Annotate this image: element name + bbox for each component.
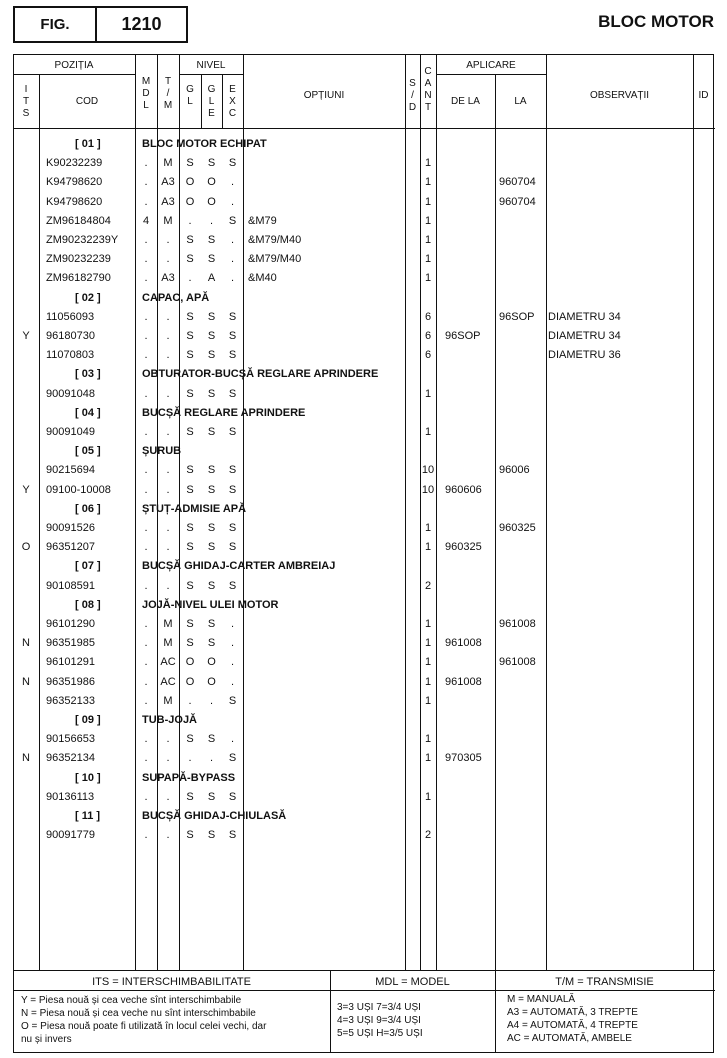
hdr-sd: S / D <box>408 78 417 113</box>
group-number: [ 11 ] <box>75 810 101 822</box>
cell-mdl: . <box>144 387 148 400</box>
cell-mdl: . <box>144 618 148 630</box>
cell-mdl: . <box>144 426 148 438</box>
group-title: TUB-JOJĂ <box>142 714 198 726</box>
legend-title-line <box>13 990 715 991</box>
cell-cod: 96351986 <box>46 675 95 688</box>
cell-tm: A3 <box>161 272 175 285</box>
cell-gle: S <box>207 733 216 746</box>
cell-cod: 90108591 <box>46 579 95 592</box>
cell-tm: . <box>166 310 170 323</box>
cell-cant: 2 <box>424 579 432 592</box>
group-title: BUCȘĂ REGLARE APRINDERE <box>142 406 306 419</box>
legend-mdl-title: MDL = MODEL <box>375 976 450 988</box>
cell-cant: 1 <box>424 637 432 650</box>
cell-cod: 09100-10008 <box>46 483 111 496</box>
group-number: [ 05 ] <box>75 445 101 458</box>
cell-gl: S <box>186 637 194 650</box>
cell-exc: S <box>228 483 237 496</box>
cell-gl: S <box>186 234 194 246</box>
cell-tm: . <box>166 387 170 400</box>
cell-cant: 6 <box>424 310 432 323</box>
cell-exc: S <box>228 387 237 400</box>
cell-cod: K94798620 <box>46 195 103 208</box>
cell-dela: 961008 <box>445 637 482 650</box>
cell-gle: S <box>207 330 216 342</box>
group-number: [ 03 ] <box>75 368 101 381</box>
group-title: BLOC MOTOR ECHIPAT <box>142 138 267 150</box>
header-bottom-line <box>13 128 715 129</box>
cell-mdl: . <box>144 694 148 707</box>
cell-dela: 961008 <box>445 675 482 688</box>
cell-gle: S <box>207 790 216 803</box>
legend-its-line: nu și invers <box>21 1034 72 1045</box>
cell-mdl: . <box>144 522 148 534</box>
cell-exc: . <box>230 656 235 669</box>
cell-obs: DIAMETRU 34 <box>548 330 621 342</box>
cell-cant: 1 <box>424 694 432 707</box>
group-title: ȘURUB <box>142 445 182 458</box>
cell-cod: 11056093 <box>46 310 95 323</box>
cell-cod: ZM90232239 <box>46 253 111 266</box>
cell-la: 961008 <box>499 618 536 630</box>
cell-its: Y <box>22 330 30 342</box>
cell-cant: 1 <box>424 675 432 688</box>
cell-la: 961008 <box>499 656 536 669</box>
cell-mdl: . <box>144 541 148 554</box>
hdr-tm: T / M <box>163 76 173 111</box>
cell-tm: . <box>166 541 170 554</box>
cell-gl: S <box>186 829 194 842</box>
figure-label: FIG. <box>40 16 70 33</box>
cell-tm: A3 <box>161 195 175 208</box>
cell-cod: K90232239 <box>46 157 103 170</box>
cell-dela: 970305 <box>445 752 482 765</box>
cell-cod: 96101291 <box>46 656 95 669</box>
cell-cod: 96351207 <box>46 541 95 554</box>
hdr-cant: C A N T <box>424 66 432 113</box>
group-title: JOJĂ-NIVEL ULEI MOTOR <box>142 598 279 611</box>
group-number: [ 02 ] <box>75 291 101 304</box>
cell-cod: 90091779 <box>46 829 95 842</box>
cell-cod: 96180730 <box>46 330 95 342</box>
cell-gle: S <box>207 464 216 477</box>
cell-gl: S <box>186 464 194 477</box>
group-number: [ 07 ] <box>75 560 101 573</box>
cell-cod: 90156653 <box>46 733 95 746</box>
cell-exc: S <box>228 790 237 803</box>
cell-la: 96006 <box>499 464 530 477</box>
cell-gl: S <box>186 330 194 342</box>
hdr-id: ID <box>698 90 709 101</box>
cell-cod: 11070803 <box>46 349 95 362</box>
cell-tm: . <box>166 464 170 477</box>
cell-tm: AC <box>160 675 176 688</box>
hdr-gle: G L E <box>207 84 216 119</box>
cell-tm: A3 <box>161 176 175 189</box>
cell-mdl: . <box>144 483 148 496</box>
cell-mdl: . <box>144 675 148 688</box>
cell-exc: S <box>228 426 237 438</box>
cell-gle: S <box>207 483 216 496</box>
legend-mdl-line: 5=5 UȘI H=3/5 UȘI <box>337 1028 423 1039</box>
hdr-cod: COD <box>75 96 99 107</box>
group-title: BUCȘĂ GHIDAJ-CARTER AMBREIAJ <box>142 560 336 573</box>
cell-cant: 10 <box>421 464 435 477</box>
col-line-obs <box>693 54 694 970</box>
legend-top-line <box>13 970 715 971</box>
cell-opt: &M79 <box>248 214 277 227</box>
cell-gl: O <box>185 675 195 688</box>
cell-gle: . <box>209 752 214 765</box>
hdr-mdl: M D L <box>141 76 151 111</box>
hdr-its: I T S <box>22 84 30 119</box>
cell-tm: . <box>166 829 170 842</box>
cell-mdl: . <box>144 733 148 746</box>
group-number: [ 09 ] <box>75 714 101 726</box>
cell-cant: 6 <box>424 349 432 362</box>
cell-tm: M <box>163 214 173 227</box>
group-number: [ 01 ] <box>75 138 101 150</box>
cell-gle: S <box>207 157 216 170</box>
cell-exc: S <box>228 694 237 707</box>
cell-mdl: 4 <box>142 214 150 227</box>
cell-mdl: . <box>144 253 148 266</box>
cell-cod: 90091526 <box>46 522 95 534</box>
cell-tm: . <box>166 349 170 362</box>
cell-obs: DIAMETRU 36 <box>548 349 621 362</box>
cell-mdl: . <box>144 272 148 285</box>
cell-gl: S <box>186 157 194 170</box>
cell-gl: . <box>188 272 192 285</box>
cell-gl: S <box>186 349 194 362</box>
col-line-dela <box>495 74 496 970</box>
group-number: [ 06 ] <box>75 502 101 515</box>
hdr-exc: E X C <box>228 84 237 119</box>
cell-mdl: . <box>144 349 148 362</box>
legend-its-line: N = Piesa nouă și cea veche nu sînt interschimbabile <box>21 1008 256 1019</box>
cell-gle: S <box>207 234 216 246</box>
cell-exc: S <box>228 330 237 342</box>
cell-mdl: . <box>144 637 148 650</box>
legend-mdl-line: 3=3 UȘI 7=3/4 UȘI <box>337 1002 421 1013</box>
group-number: [ 10 ] <box>75 771 101 784</box>
cell-cod: 96101290 <box>46 618 95 630</box>
figure-box <box>13 6 188 43</box>
cell-cant: 1 <box>424 752 432 765</box>
cell-mdl: . <box>144 579 148 592</box>
cell-tm: . <box>166 234 170 246</box>
cell-gle: S <box>207 829 216 842</box>
cell-gl: S <box>186 310 194 323</box>
group-number: [ 08 ] <box>75 598 101 611</box>
hdr-gl: G L <box>186 84 194 107</box>
legend-tm-line: AC = AUTOMATĂ, AMBELE <box>507 1033 632 1044</box>
col-line-opt <box>405 54 406 970</box>
cell-exc: S <box>228 829 237 842</box>
cell-mdl: . <box>144 464 148 477</box>
cell-gle: S <box>207 349 216 362</box>
cell-exc: . <box>230 637 235 650</box>
cell-gl: S <box>186 253 194 266</box>
cell-its: Y <box>22 483 30 496</box>
cell-exc: . <box>230 618 235 630</box>
cell-cant: 1 <box>424 214 432 227</box>
cell-cod: 90215694 <box>46 464 95 477</box>
cell-gl: S <box>186 790 194 803</box>
legend-tm-line: A4 = AUTOMATĂ, 4 TREPTE <box>507 1020 638 1031</box>
cell-gl: S <box>186 387 194 400</box>
hdr-dela: DE LA <box>451 96 480 107</box>
cell-mdl: . <box>144 752 148 765</box>
cell-mdl: . <box>144 330 148 342</box>
page-title: BLOC MOTOR <box>598 12 714 31</box>
hdr-pozitia: POZIȚIA <box>54 60 94 71</box>
cell-gl: S <box>186 483 194 496</box>
cell-gle: O <box>207 656 216 669</box>
cell-gle: S <box>207 618 216 630</box>
cell-exc: S <box>228 579 237 592</box>
cell-exc: S <box>228 464 237 477</box>
cell-gle: S <box>207 579 216 592</box>
cell-gl: . <box>188 214 192 227</box>
cell-cant: 1 <box>424 176 432 189</box>
cell-mdl: . <box>144 656 148 669</box>
cell-its: N <box>22 752 30 765</box>
legend-its-line: O = Piesa nouă poate fi utilizată în locul celei vechi, dar <box>21 1021 267 1032</box>
cell-la: 960704 <box>499 176 536 189</box>
cell-gle: S <box>207 387 216 400</box>
cell-gl: S <box>186 733 194 746</box>
cell-cod: 96352134 <box>46 752 95 765</box>
cell-cant: 1 <box>424 195 432 208</box>
cell-tm: . <box>166 522 170 534</box>
hdr-observatii: OBSERVAȚII <box>589 90 650 101</box>
cell-exc: S <box>228 752 237 765</box>
cell-gle: S <box>207 426 216 438</box>
cell-exc: S <box>228 541 237 554</box>
cell-cod: 90091048 <box>46 387 95 400</box>
cell-exc: . <box>230 176 235 189</box>
cell-exc: . <box>230 253 235 266</box>
cell-gl: O <box>185 176 195 189</box>
cell-cant: 1 <box>424 387 432 400</box>
cell-la: 960704 <box>499 195 536 208</box>
cell-mdl: . <box>144 234 148 246</box>
cell-tm: . <box>166 330 170 342</box>
cell-gle: . <box>209 214 214 227</box>
cell-tm: AC <box>160 656 176 669</box>
group-number: [ 04 ] <box>75 406 101 419</box>
cell-exc: . <box>230 234 235 246</box>
group-title: OBTURATOR-BUCȘĂ REGLARE APRINDERE <box>142 368 379 381</box>
cell-mdl: . <box>144 829 148 842</box>
cell-cant: 6 <box>424 330 432 342</box>
cell-cant: 1 <box>424 253 432 266</box>
cell-gl: S <box>186 426 194 438</box>
cell-tm: . <box>166 752 170 765</box>
cell-cod: 90091049 <box>46 426 95 438</box>
cell-gle: A <box>207 272 216 285</box>
cell-dela: 960325 <box>445 541 482 554</box>
cell-gl: . <box>188 694 192 707</box>
cell-cod: ZM96182790 <box>46 272 111 285</box>
hdr-aplicare: APLICARE <box>466 60 516 71</box>
cell-mdl: . <box>144 310 148 323</box>
group-title: SUPAPĂ-BYPASS <box>142 771 236 784</box>
col-line-la <box>546 54 547 970</box>
group-title: CAPAC, APĂ <box>142 291 210 304</box>
cell-mdl: . <box>144 157 148 170</box>
cell-mdl: . <box>144 790 148 803</box>
cell-tm: . <box>166 483 170 496</box>
cell-gle: O <box>207 195 216 208</box>
cell-cant: 10 <box>421 483 435 496</box>
cell-gl: S <box>186 541 194 554</box>
cell-gle: S <box>207 253 216 266</box>
cell-exc: . <box>230 272 235 285</box>
cell-cod: ZM90232239Y <box>46 234 119 246</box>
cell-exc: S <box>228 214 237 227</box>
header-subline-nivel <box>179 74 243 75</box>
cell-its: N <box>22 675 30 688</box>
cell-gle: S <box>207 310 216 323</box>
cell-obs: DIAMETRU 34 <box>548 310 621 323</box>
cell-gle: O <box>207 675 216 688</box>
hdr-nivel: NIVEL <box>196 60 226 71</box>
hdr-optiuni: OPȚIUNI <box>303 90 345 101</box>
cell-cod: K94798620 <box>46 176 103 189</box>
legend-tm-line: M = MANUALĂ <box>507 994 576 1005</box>
cell-its: O <box>21 541 31 554</box>
cell-cod: 90136113 <box>46 790 95 803</box>
cell-la: 96SOP <box>499 310 535 323</box>
legend-its-title: ITS = INTERSCHIMBABILITATE <box>92 976 251 988</box>
col-line-cant <box>436 54 437 970</box>
header-subline-aplicare <box>436 74 546 75</box>
cell-tm: . <box>166 790 170 803</box>
cell-exc: . <box>230 195 235 208</box>
cell-tm: . <box>166 733 170 746</box>
cell-tm: M <box>163 618 173 630</box>
cell-cod: 96352133 <box>46 694 95 707</box>
cell-gl: O <box>185 195 195 208</box>
cell-exc: S <box>228 310 237 323</box>
cell-dela: 96SOP <box>445 330 481 342</box>
cell-tm: M <box>163 157 173 170</box>
cell-gl: S <box>186 618 194 630</box>
legend-tm-line: A3 = AUTOMATĂ, 3 TREPTE <box>507 1007 638 1018</box>
group-title: BUCȘĂ GHIDAJ-CHIULASĂ <box>142 810 287 822</box>
cell-cant: 1 <box>424 618 432 630</box>
header-subline-pozitia <box>13 74 135 75</box>
cell-cant: 1 <box>424 656 432 669</box>
cell-gle: . <box>209 694 214 707</box>
cell-its: N <box>22 637 30 650</box>
cell-cant: 1 <box>424 426 432 438</box>
cell-gle: S <box>207 522 216 534</box>
cell-cant: 1 <box>424 157 432 170</box>
cell-gle: S <box>207 637 216 650</box>
cell-la: 960325 <box>499 522 536 534</box>
hdr-la: LA <box>514 96 527 107</box>
cell-gle: S <box>207 541 216 554</box>
cell-cant: 1 <box>424 790 432 803</box>
cell-exc: S <box>228 522 237 534</box>
cell-cant: 2 <box>424 829 432 842</box>
cell-tm: M <box>163 637 173 650</box>
cell-cant: 1 <box>424 522 432 534</box>
cell-opt: &M40 <box>248 272 277 285</box>
cell-cod: 96351985 <box>46 637 95 650</box>
cell-gl: S <box>186 522 194 534</box>
cell-gl: S <box>186 579 194 592</box>
figure-number: 1210 <box>121 14 162 34</box>
cell-tm: M <box>163 694 173 707</box>
cell-exc: . <box>230 733 235 746</box>
cell-cant: 1 <box>424 733 432 746</box>
col-line-its <box>39 74 40 970</box>
cell-gle: O <box>207 176 216 189</box>
cell-cant: 1 <box>424 541 432 554</box>
legend-tm-title: T/M = TRANSMISIE <box>555 976 654 988</box>
cell-cant: 1 <box>424 272 432 285</box>
cell-opt: &M79/M40 <box>248 234 302 246</box>
cell-exc: . <box>230 675 235 688</box>
cell-cant: 1 <box>424 234 432 246</box>
cell-mdl: . <box>144 195 148 208</box>
cell-dela: 960606 <box>445 483 482 496</box>
legend-its-line: Y = Piesa nouă și cea veche sînt interschimbabile <box>21 995 242 1006</box>
cell-mdl: . <box>144 176 148 189</box>
cell-gl: . <box>188 752 192 765</box>
cell-exc: S <box>228 349 237 362</box>
group-title: ȘTUȚ-ADMISIE APĂ <box>142 502 247 515</box>
cell-opt: &M79/M40 <box>248 253 302 266</box>
cell-tm: . <box>166 579 170 592</box>
cell-tm: . <box>166 253 170 266</box>
cell-tm: . <box>166 426 170 438</box>
legend-mdl-line: 4=3 UȘI 9=3/4 UȘI <box>337 1015 421 1026</box>
cell-cod: ZM96184804 <box>46 214 111 227</box>
cell-exc: S <box>228 157 237 170</box>
cell-gl: O <box>185 656 195 669</box>
